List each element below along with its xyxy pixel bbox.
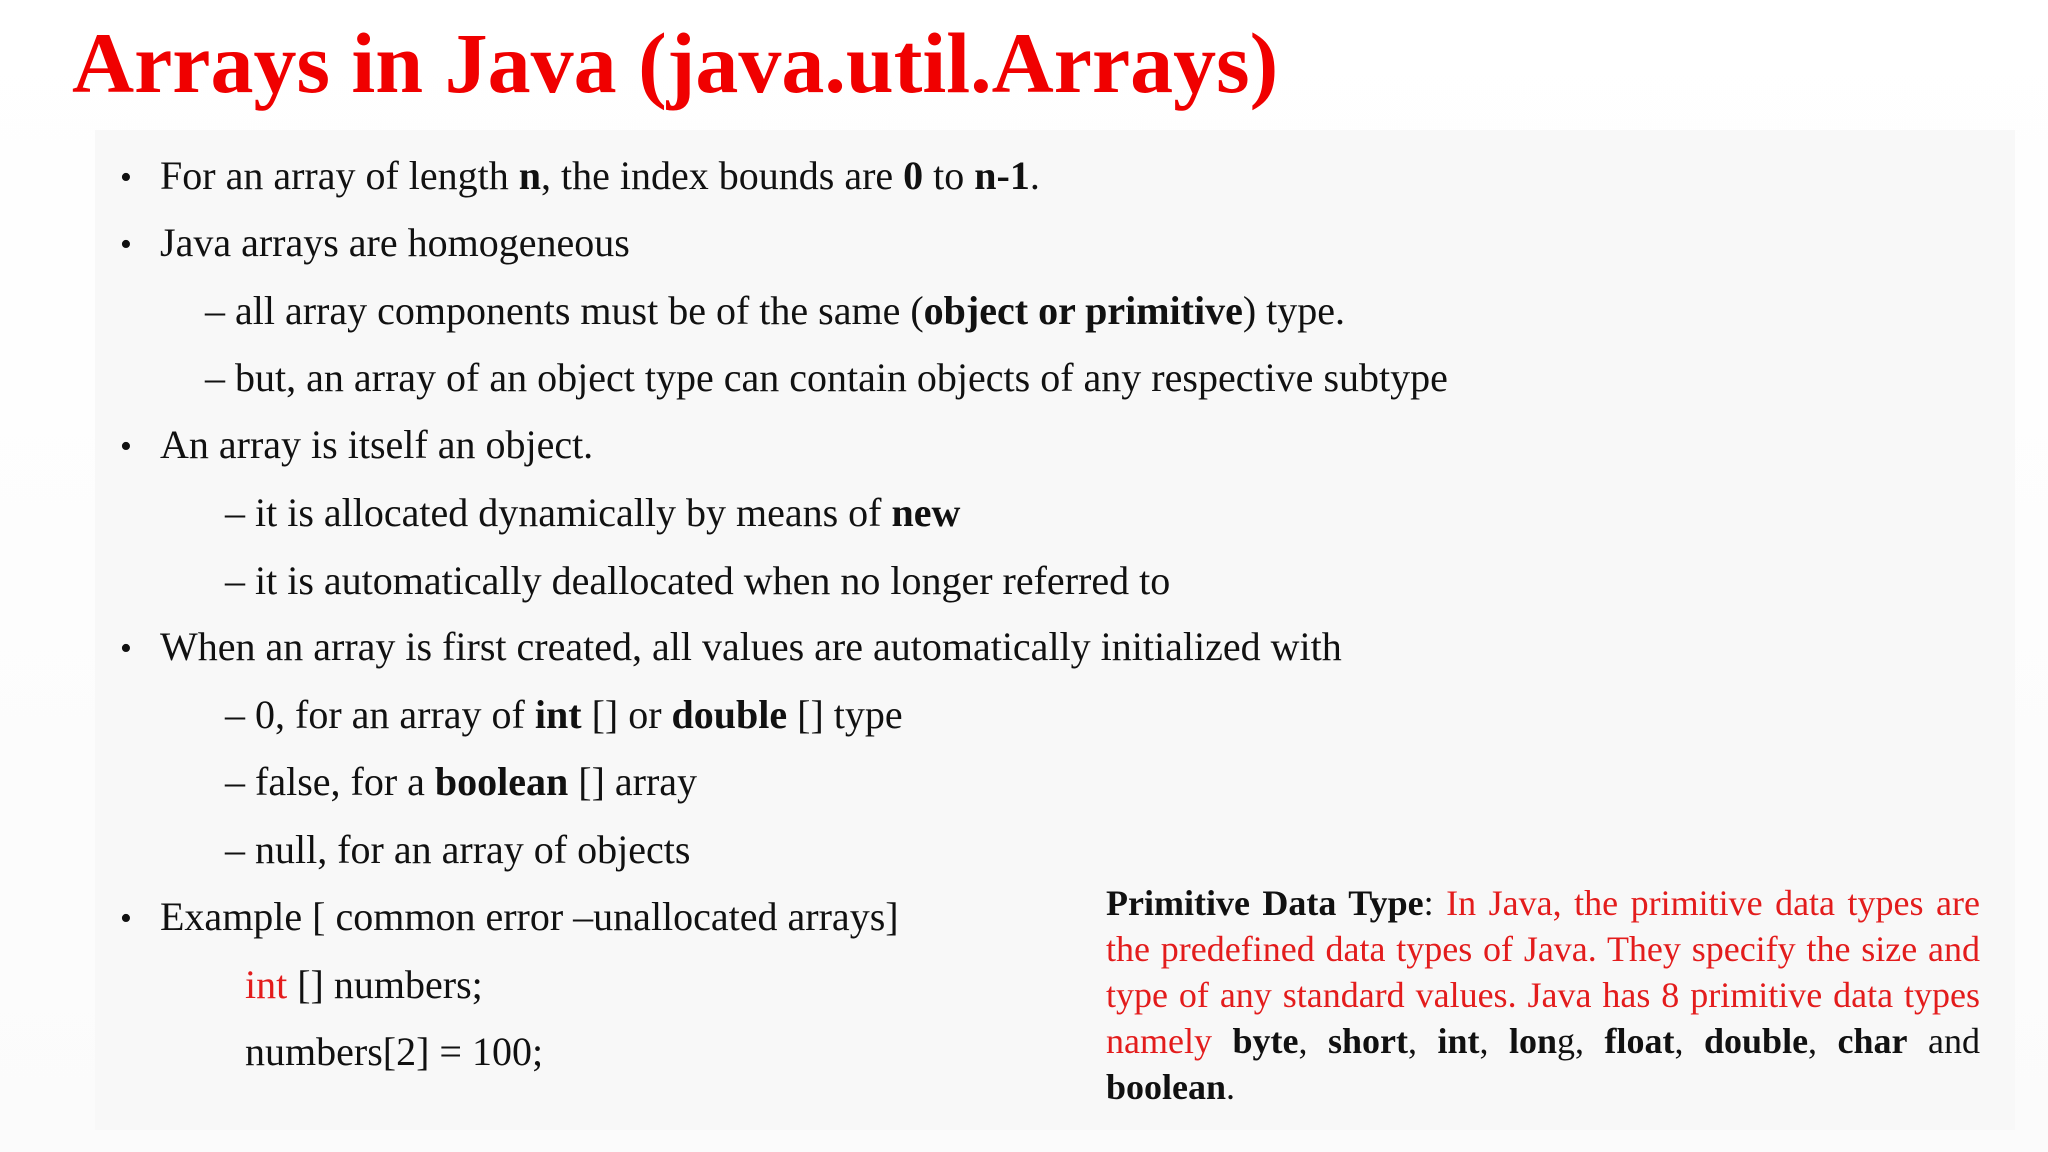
note-label: Primitive Data Type <box>1106 883 1424 923</box>
code-line-2: numbers[2] = 100; <box>245 1029 544 1074</box>
bullet-4-sub-1-part: – 0, for an array of <box>225 692 535 737</box>
bullet-2-text: Java arrays are homogeneous <box>160 220 630 265</box>
note-colon: : <box>1423 883 1447 923</box>
bullet-4-sub-1-part: [] or <box>581 692 672 737</box>
bullet-1-bold-n: n <box>518 153 542 198</box>
code-line-1 <box>245 959 483 1011</box>
note-type-byte: byte <box>1232 1021 1299 1061</box>
bullet-1-part: , the index bounds are <box>541 153 904 198</box>
bullet-5-text: Example [ common error –unallocated arrays] <box>160 894 899 939</box>
bullet-2-marker: • <box>120 226 132 263</box>
bullet-2-sub-1-part: ) type. <box>1242 288 1346 333</box>
bullet-2-sub-1 <box>205 285 1345 337</box>
bullet-4-sub-2-bold: boolean <box>434 759 569 804</box>
bullet-4-sub-1 <box>225 689 903 741</box>
bullet-3-sub-1-part: – it is allocated dynamically by means of <box>225 490 892 535</box>
bullet-4-sub-1-bold-double: double <box>671 692 788 737</box>
note-separator: , <box>1407 1021 1438 1061</box>
bullet-1-part: For an array of length <box>160 153 519 198</box>
bullet-3-marker: • <box>120 428 132 465</box>
note-separator: , <box>1808 1021 1838 1061</box>
note-type-long-end: g <box>1557 1021 1576 1061</box>
note-type-int: int <box>1437 1021 1480 1061</box>
bullet-1-marker: • <box>120 159 132 196</box>
note-type-double: double <box>1704 1021 1809 1061</box>
bullet-2-sub-1-bold: object or primitive <box>923 288 1243 333</box>
bullet-1-part: . <box>1029 153 1040 198</box>
primitive-data-type-note <box>1106 880 1980 1110</box>
bullet-2-sub-1-part: – all array components must be of the same ( <box>205 288 924 333</box>
note-separator: , <box>1479 1021 1509 1061</box>
bullet-4-text: When an array is first created, all values are automatically initialized with <box>160 624 1342 669</box>
note-type-boolean: boolean <box>1106 1067 1227 1107</box>
bullet-1-text <box>160 150 1040 202</box>
bullet-1-bold-zero: 0 <box>903 153 924 198</box>
note-separator: , <box>1575 1021 1605 1061</box>
code-line-1-rest: [] numbers; <box>287 962 483 1007</box>
bullet-1-bold-n-1: n-1 <box>974 153 1030 198</box>
note-type-short: short <box>1327 1021 1408 1061</box>
bullet-4-sub-2-part: [] array <box>568 759 698 804</box>
bullet-3-sub-1-bold: new <box>891 490 961 535</box>
note-type-char: char <box>1837 1021 1908 1061</box>
note-text: In Java, the primitive data types are the predefined data types of Java. They specify the size and type of any standard values. Java has 8 primitive data types namely <box>1106 883 1980 1061</box>
bullet-4-sub-2 <box>225 756 697 808</box>
bullet-4-sub-3: – null, for an array of objects <box>225 827 691 872</box>
bullet-2-sub-2: – but, an array of an object type can contain objects of any respective subtype <box>205 355 1448 400</box>
note-separator: , <box>1674 1021 1704 1061</box>
code-keyword-int: int <box>245 962 288 1007</box>
note-type-float: float <box>1604 1021 1675 1061</box>
bullet-5-marker: • <box>120 900 132 937</box>
bullet-4-sub-1-bold-int: int <box>534 692 582 737</box>
bullet-3-text: An array is itself an object. <box>160 422 594 467</box>
note-type-long-bold: lon <box>1508 1021 1558 1061</box>
slide-title: Arrays in Java (java.util.Arrays) <box>72 15 1279 111</box>
bullet-4-marker: • <box>120 630 132 667</box>
bullet-1-part: to <box>923 153 975 198</box>
note-and: and <box>1907 1021 1981 1061</box>
bullet-4-sub-1-part: [] type <box>787 692 903 737</box>
bullet-3-sub-1 <box>225 487 960 539</box>
bullet-3-sub-2: – it is automatically deallocated when no longer referred to <box>225 558 1171 603</box>
bullet-4-sub-2-part: – false, for a <box>225 759 435 804</box>
note-separator: , <box>1298 1021 1328 1061</box>
note-end: . <box>1226 1067 1236 1107</box>
